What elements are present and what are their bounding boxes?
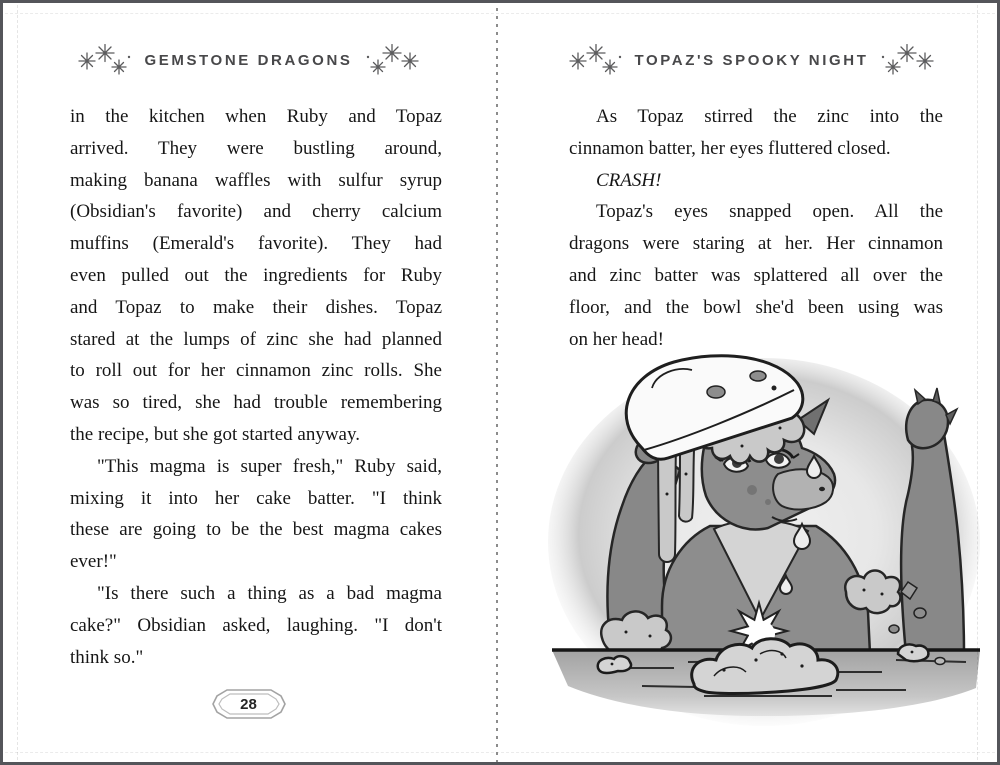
- text-line: "Is there such a thing as a bad magma: [97, 582, 442, 604]
- text-line: (Obsidian's favorite) and cherry calcium: [70, 201, 442, 223]
- text-line: dragons were staring at her. Her cinnamon: [569, 233, 943, 255]
- page-number-badge: [211, 688, 287, 720]
- text-line: the recipe, but she got started anyway.: [70, 423, 361, 445]
- right-page: [503, 0, 1000, 765]
- text-line: think so.": [70, 646, 144, 668]
- illustration-topaz-bowl-on-head: [546, 354, 986, 729]
- text-line: ever!": [70, 551, 117, 573]
- chapter-title: TOPAZ'S SPOOKY NIGHT: [634, 51, 869, 69]
- text-line: muffins (Emerald's favorite). They had: [70, 233, 442, 255]
- text-line: was so tired, she had trouble remembering: [70, 392, 442, 414]
- text-line: making banana waffles with sulfur syrup: [70, 169, 442, 191]
- text-line: to roll out for her cinnamon zinc rolls. She: [70, 360, 442, 382]
- left-page: [0, 0, 497, 765]
- page-gutter-divider: [496, 0, 498, 765]
- text-line: As Topaz stirred the zinc into the: [596, 106, 943, 127]
- text-line: stared at the lumps of zinc she had planned: [70, 328, 442, 350]
- sparkle-stars-icon: [364, 44, 422, 76]
- text-line: Topaz's eyes snapped open. All the: [596, 201, 943, 223]
- text-line: cinnamon batter, her eyes fluttered closed.: [569, 137, 891, 159]
- dragon-right-arm: [901, 388, 964, 654]
- text-line: CRASH!: [596, 169, 662, 191]
- bottom-trim-guide: [0, 752, 1000, 753]
- text-line: arrived. They were bustling around,: [70, 137, 442, 159]
- text-line: on her head!: [569, 328, 664, 350]
- text-line: and Topaz to make their dishes. Topaz: [70, 296, 442, 318]
- left-running-header: [0, 48, 497, 72]
- text-line: in the kitchen when Ruby and Topaz: [70, 106, 442, 127]
- sparkle-stars-icon: [879, 44, 937, 76]
- text-line: mixing it into her cake batter. "I think: [70, 487, 442, 509]
- page-number: 28: [240, 695, 257, 713]
- text-line: and zinc batter was splattered all over the: [569, 264, 943, 286]
- right-trim-guide: [977, 0, 978, 765]
- text-line: cake?" Obsidian asked, laughing. "I don't: [70, 614, 442, 636]
- text-line: floor, and the bowl she'd been using was: [569, 296, 943, 318]
- text-line: "This magma is super fresh," Ruby said,: [97, 455, 442, 477]
- left-trim-guide: [17, 0, 18, 765]
- sparkle-stars-icon: [75, 44, 133, 76]
- text-line: even pulled out the ingredients for Ruby: [70, 264, 442, 286]
- book-title: GEMSTONE DRAGONS: [144, 51, 353, 69]
- sparkle-stars-icon: [566, 44, 624, 76]
- top-trim-guide: [0, 13, 1000, 14]
- right-page-text: [569, 101, 943, 355]
- right-running-header: [503, 48, 1000, 72]
- text-line: these are going to be the best magma cakes: [70, 519, 442, 541]
- left-page-text: [70, 101, 442, 673]
